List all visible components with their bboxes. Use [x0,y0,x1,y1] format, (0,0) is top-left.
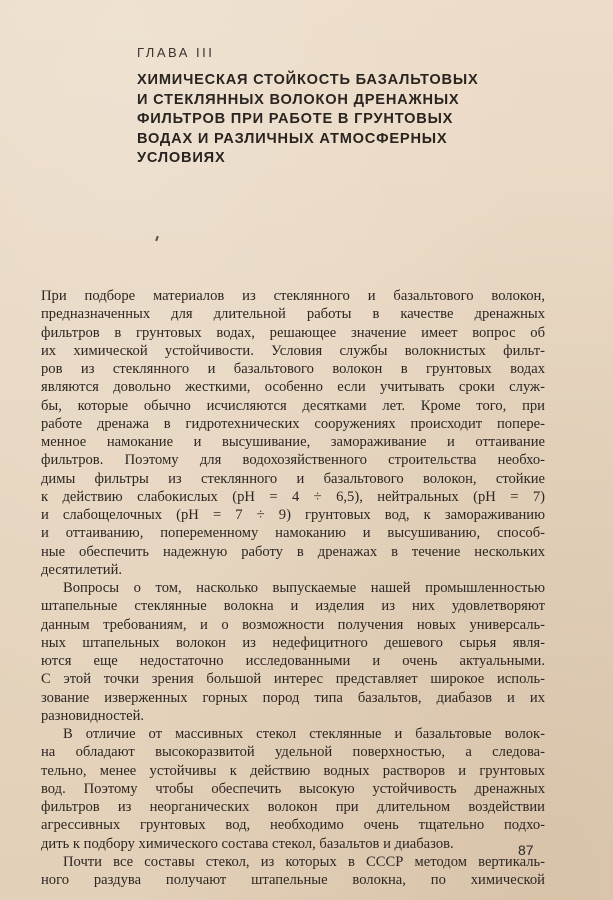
text-line: работе дренажа в гидротехнических сооружениях происходит попере- [41,415,545,432]
text-line: ных штапельных волокон из недефицитного дешевого сырья явля- [41,634,545,651]
text-line: менное намокание и высушивание, замораживание и оттаивание [41,434,545,450]
text-line: и оттаиванию, попеременному намоканию и высушиванию, способ- [41,525,545,542]
text-line: фильтров в грунтовых водах, решающее значение имеет вопрос об [41,324,545,341]
text-line: и слабощелочных (pH = 7 ÷ 9) грунтовых вод, к замораживанию [41,507,545,523]
text-line: зование изверженных горных пород типа базальтов, диабазов и их [41,689,545,706]
text-line: При подборе материалов из стеклянного и базальтового волокон, [41,288,545,304]
paragraph [41,725,545,853]
text-line: ного раздува получают штапельные волокна, по химической [41,872,545,888]
text-line: фильтров. Поэтому для водохозяйственного строительства необхо- [41,452,545,469]
chapter-title-line: И СТЕКЛЯННЫХ ВОЛОКОН ДРЕНАЖНЫХ [137,91,460,108]
text-line: штапельные стеклянные волокна и изделия из них удовлетворяют [41,598,545,615]
text-line: вод. Поэтому чтобы обеспечить высокую устойчивость дренажных [41,780,545,797]
text-line: дить к подбору химического состава стекол, базальтов и диабазов. [41,835,454,852]
text-line: предназначенных для длительной работы в качестве дренажных [41,306,545,323]
chapter-label: ГЛАВА III [137,45,215,60]
text-line: агрессивных грунтовых вод, необходимо очень тщательно подхо- [41,817,545,834]
text-line: на обладают высокоразвитой удельной поверхностью, а следова- [41,744,545,761]
text-line: фильтров из неорганических волокон при длительном воздействии [41,799,545,815]
text-line: бы, которые обычно исчисляются десятками лет. Кроме того, при [41,397,545,414]
text-line: Вопросы о том, насколько выпускаемые нашей промышленностью [63,580,545,596]
page-number: 87 [518,842,534,858]
chapter-title-line: ХИМИЧЕСКАЯ СТОЙКОСТЬ БАЗАЛЬТОВЫХ [137,72,479,88]
text-line: их химической устойчивости. Условия службы волокнистых фильт- [41,342,545,359]
chapter-title [137,71,537,169]
text-line: ные обеспечить надежную работу в дренажах в течение нескольких [41,543,545,560]
text-line: ются еще недостаточно исследованными и очень актуальными. [41,653,545,669]
text-line: являются довольно жесткими, особенно если учитывать сроки служ- [41,379,545,396]
paragraph [41,287,545,579]
print-speck [155,236,159,241]
text-line: В отличие от массивных стекол стеклянные и базальтовые волок- [63,726,545,742]
text-line: к действию слабокислых (pH = 4 ÷ 6,5), нейтральных (pH = 7) [41,488,545,505]
text-line: Почти все составы стекол, из которых в СССР методом вертикаль- [63,853,545,870]
paragraph [41,853,545,890]
chapter-title-line: ФИЛЬТРОВ ПРИ РАБОТЕ В ГРУНТОВЫХ [137,111,454,127]
text-line: С этой точки зрения большой интерес представляет широкое исполь- [41,671,545,688]
chapter-title-line: УСЛОВИЯХ [137,150,226,166]
text-line: тельно, менее устойчивы к действию водных растворов и грунтовых [41,762,545,779]
paragraph [41,579,545,725]
body-text [41,287,545,889]
text-line: данным требованиям, и о возможности получения новых универсаль- [41,616,545,633]
text-line: ров из стеклянного и базальтового волокон в грунтовых водах [41,361,545,377]
text-line: разновидностей. [41,707,145,724]
chapter-title-line: ВОДАХ И РАЗЛИЧНЫХ АТМОСФЕРНЫХ [137,130,448,147]
text-line: десятилетий. [41,561,123,578]
text-line: димы фильтры из стеклянного и базальтового волокон, стойкие [41,470,545,487]
